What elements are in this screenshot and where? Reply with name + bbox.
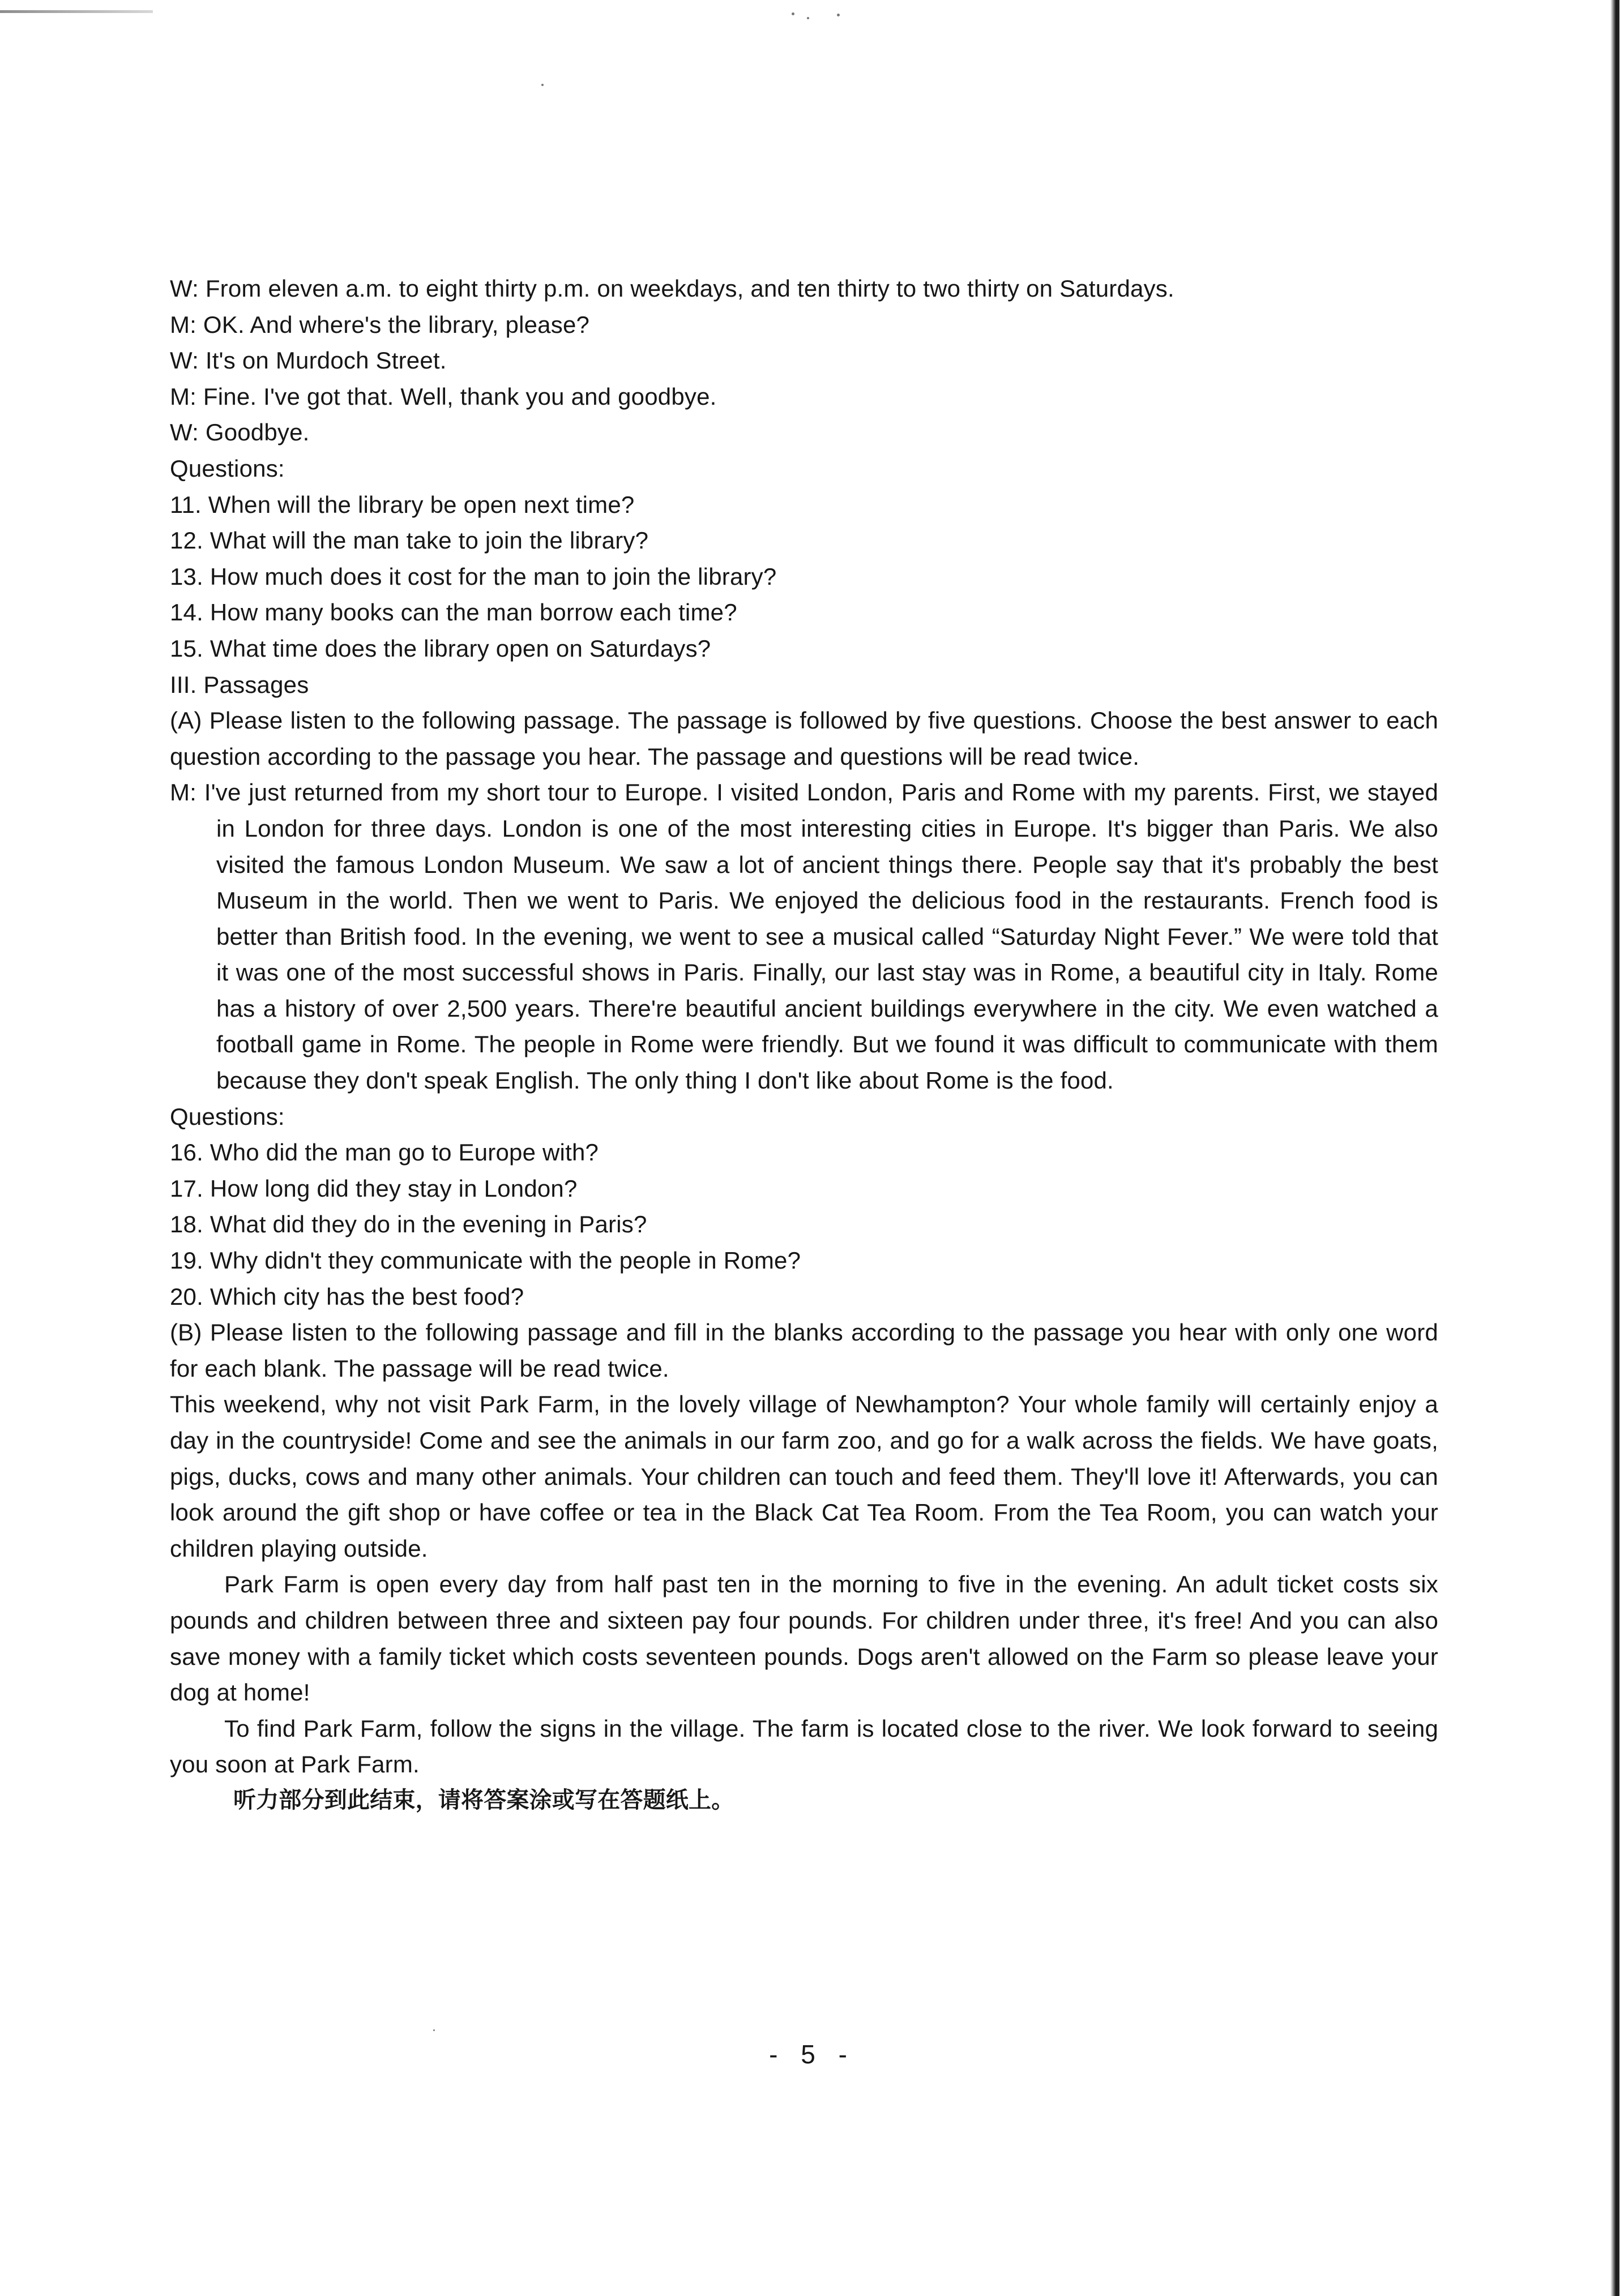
dialogue-line: W: Goodbye. — [170, 419, 310, 446]
question-item: 18. What did they do in the evening in Paris? — [170, 1211, 647, 1238]
closing-note: 听力部分到此结束，请将答案涂或写在答题纸上。 — [233, 1787, 734, 1813]
passage-b-paragraph: Park Farm is open every day from half past ten in the morning to five in the evening. An adult ticket costs six pounds and children between three and sixteen pay four pounds. For children under three, it's free! And you can also save money with a family ticket which costs seventeen pounds. Dogs aren't allowed on the Farm so please leave your dog at home! — [170, 1571, 1438, 1706]
question-list — [170, 1134, 1438, 1314]
passage-a-text: M: I've just returned from my short tour to Europe. I visited London, Paris and Rome with my parents. First, we stayed in London for three days. London is one of the most interesting cities in Europe. It's bigger than Paris. We also visited the famous London Museum. We saw a lot of ancient things there. People say that it's probably the best Museum in the world. Then we went to Paris. We enjoyed the delicious food in the restaurants. French food is better than British food. In the evening, we went to see a musical called “Saturday Night Fever.” We were told that it was one of the most successful shows in Paris. Finally, our last stay was in Rome, a beautiful city in Italy. Rome has a history of over 2,500 years. There're beautiful ancient buildings everywhere in the city. We even watched a football game in Rome. The people in Rome were friendly. But we found it was difficult to communicate with them because they don't speak English. The only thing I don't like about Rome is the food. — [170, 779, 1438, 1094]
questions-heading: Questions: — [170, 455, 285, 482]
question-item: 12. What will the man take to join the library? — [170, 527, 649, 554]
passage-b-instruction: (B) Please listen to the following passage and fill in the blanks according to the passage you hear with only one word for each blank. The passage will be read twice. — [170, 1319, 1438, 1382]
scan-speck — [792, 12, 794, 15]
scan-edge — [1610, 0, 1619, 2296]
question-item: 20. Which city has the best food? — [170, 1283, 524, 1310]
dialogue-line: W: It's on Murdoch Street. — [170, 347, 447, 374]
scan-speck — [807, 17, 809, 19]
question-list — [170, 487, 1438, 667]
dialogue-line: W: From eleven a.m. to eight thirty p.m. on weekdays, and ten thirty to two thirty on Saturdays. — [170, 275, 1174, 302]
page-number: - 5 - — [769, 2040, 855, 2069]
dialogue-line: M: OK. And where's the library, please? — [170, 311, 590, 338]
dialogue — [170, 271, 1438, 451]
question-item: 14. How many books can the man borrow each time? — [170, 599, 737, 626]
question-item: 13. How much does it cost for the man to join the library? — [170, 563, 777, 590]
scan-speck — [837, 14, 840, 16]
scan-artifact — [0, 10, 153, 13]
questions-heading: Questions: — [170, 1103, 285, 1130]
passage-b-paragraph: This weekend, why not visit Park Farm, in the lovely village of Newhampton? Your whole family will certainly enjoy a day in the countryside! Come and see the animals in our farm zoo, and go for a walk across the fields. We have goats, pigs, ducks, cows and many other animals. Your children can touch and feed them. They'll love it! Afterwards, you can look around the gift shop or have coffee or tea in the Black Cat Tea Room. From the Tea Room, you can watch your children playing outside. — [170, 1391, 1438, 1562]
passage-b-paragraph: To find Park Farm, follow the signs in the village. The farm is located close to the river. We look forward to seeing you soon at Park Farm. — [170, 1715, 1438, 1778]
scan-speck — [433, 2029, 435, 2031]
question-item: 19. Why didn't they communicate with the people in Rome? — [170, 1247, 801, 1274]
passage-a-instruction: (A) Please listen to the following passage. The passage is followed by five questions. Choose the best answer to each question according to the passage you hear. The passage and questions will be read twice. — [170, 707, 1438, 770]
question-item: 16. Who did the man go to Europe with? — [170, 1139, 599, 1166]
section-heading: III. Passages — [170, 671, 309, 698]
dialogue-line: M: Fine. I've got that. Well, thank you and goodbye. — [170, 383, 717, 410]
scan-speck — [541, 84, 544, 86]
question-item: 15. What time does the library open on Saturdays? — [170, 635, 711, 662]
document-body — [170, 271, 1438, 1819]
question-item: 17. How long did they stay in London? — [170, 1175, 578, 1202]
question-item: 11. When will the library be open next time? — [170, 491, 635, 518]
